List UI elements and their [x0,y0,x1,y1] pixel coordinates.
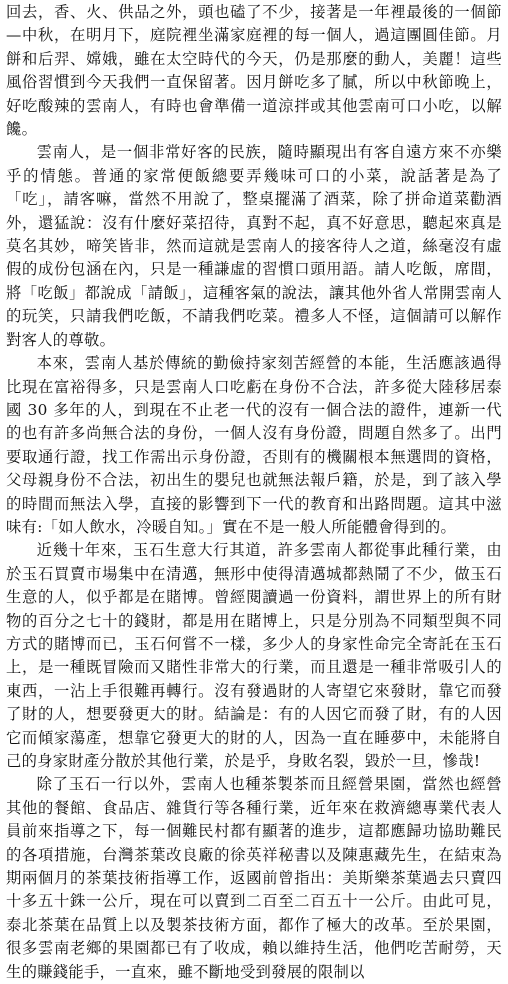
paragraph-mid-autumn: 回去，香、火、供品之外，頭也磕了不少，接著是一年裡最後的一個節—中秋，在明月下，庭院裡坐滿家庭裡的每一個人，過這團圓佳節。月餅和后羿、嫦娥，雖在太空時代的今天，仍是那麼的動人，美麗！這些風俗習慣到今天我們一直保留著。因月餅吃多了膩，所以中秋節晚上，好吃酸辣的雲南人，有時也會準備一道涼拌或其他雲南可口小吃，以解饞。 [6,3,502,139]
paragraph-jade-trade: 近幾十年來，玉石生意大行其道，許多雲南人都從事此種行業，由於玉石買賣市場集中在清邁，無形中使得清邁城都熱鬧了不少，做玉石生意的人，似乎都是在賭博。曾經閱讀過一份資料，謂世界上的所有財物的百分之七十的錢財，都是用在賭博上，只是分別為不同類型與不同方式的賭博而已，玉石何嘗不一樣，多少人的身家性命完全寄託在玉石上，是一種既冒險而又賭性非常大的行業，而且還是一種非常吸引人的東西，一沾上手很難再轉行。沒有發過財的人寄望它來發財，靠它而發了財的人，想要發更大的財。結論是：有的人因它而發了財，有的人因它而傾家蕩產，想靠它發更大的財的人，因為一直在睡夢中，未能將自己的身家財產分散於其他行業，於是乎，身敗名裂，毀於一旦，慘哉! [6,541,502,770]
paragraph-legal-status: 本來，雲南人基於傳統的勤儉持家刻苦經營的本能，生活應該過得比現在富裕得多，只是雲南人口吃虧在身份不合法，許多從大陸移居泰國 30 多年的人，到現在不止老一代的沒有一個合法的證件，連新一代的也有許多尚無合法的身份，一個人沒有身份證，問題自然多了。出門要取通行證，找工作需出示身份證，否則有的機關根本無選問的資格，父母親身份不合法，初出生的嬰兒也就無法報戶籍，於是，到了該入學的時間而無法入學，直接的影響到下一代的教育和出路問題。這其中滋味有:「如人飲水，冷暖自知。」實在不是一般人所能體會得到的。 [6,354,502,536]
paragraph-tea-and-orchards: 除了玉石一行以外，雲南人也種茶製茶而且經營果園，當然也經營其他的餐館、食品店、雜貨行等各種行業，近年來在救濟總專業代表人員前來指導之下，每一個難民村都有顯著的進步，這都應歸功協助難民的各項措施，台灣茶葉改良廠的徐英祥秘書以及陳惠藏先生，在結束為期兩個月的茶葉技術指導工作，返國前曾指出：美斯樂茶葉過去只賣四十多五十銖一公斤，現在可以賣到二百至二百五十一公斤。由此可見，泰北茶葉在品質上以及製茶技術方面，都作了極大的改革。至於果園，很多雲南老鄉的果園都已有了收成，賴以維持生活，他們吃苦耐勞，天生的賺錢能手，一直來，雖不斷地受到發展的限制以 [6,775,502,981]
paragraph-hospitality: 雲南人，是一個非常好客的民族，隨時顯現出有客自遠方來不亦樂乎的情態。普通的家常便飯總要弄幾味可口的小菜，說話著是為了「吃」，請客嘛，當然不用說了，整桌擺滿了酒菜，除了拼命道菜勸酒外，還猛說：沒有什麼好菜招待，真對不起，真不好意思，聽起來真是莫名其妙，啼笑皆非，然而這就是雲南人的接客待人之道，絲毫沒有虛假的成份包涵在內，只是一種謙虛的習慣口頭用語。請人吃飯，席間，將「吃飯」都說成「請飯」，這種客氣的說法，讓其他外省人常開雲南人的玩笑，只請我們吃飯，不請我們吃菜。禮多人不怪，這個請可以解作對客人的尊敬。 [6,143,502,349]
